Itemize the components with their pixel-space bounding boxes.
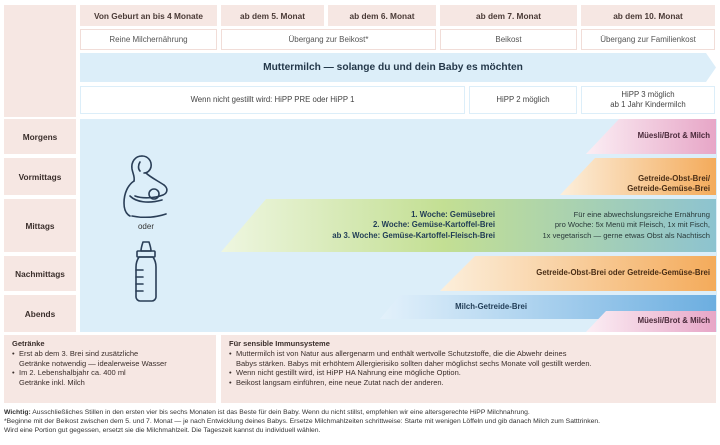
formula-info-3a: HiPP 3 möglich <box>621 90 675 100</box>
drinks-item-2 <box>12 368 208 388</box>
formula-info-3b: ab 1 Jahr Kindermilch <box>610 100 686 109</box>
phase-3: Übergang zur Familienkost <box>581 29 715 50</box>
footer-important-label: Wichtig: <box>4 409 31 416</box>
drinks-title: Getränke <box>12 339 45 348</box>
formula-info-1: Wenn nicht gestillt wird: HiPP PRE oder HiPP 1 <box>80 86 465 114</box>
immune-panel <box>221 335 716 403</box>
drinks-item-2b: Getränke inkl. Milch <box>19 378 85 387</box>
drinks-item-1b: Getränke notwendig — idealerweise Wasser <box>19 358 167 368</box>
age-header-0: Von Geburt an bis 4 Monate <box>80 5 217 26</box>
noon-variety <box>500 199 710 252</box>
baby-bottle-icon <box>130 240 162 302</box>
drinks-item-2a: Im 2. Lebenshalbjahr ca. 400 ml <box>19 368 126 378</box>
afternoon-food: Getreide-Obst-Brei oder Getreide-Gemüse-Brei <box>536 268 710 278</box>
evening-food-2: Müesli/Brot & Milch <box>637 316 710 326</box>
age-header-1: ab dem 5. Monat <box>221 5 324 26</box>
footer-line-2: *Beginne mit der Beikost zwischen dem 5. und 7. Monat — je nach Entwicklung deines Babys. Ersetze Milchmahlzeiten schrittweise: Starte mit wenigen Löffeln und gib danach Milch zum Satttrinken. <box>4 417 601 425</box>
phase-1: Übergang zur Beikost* <box>221 29 436 50</box>
immune-item-2: • Wenn nicht gestillt wird, ist HiPP HA Nahrung eine mögliche Option. <box>229 368 708 378</box>
noon-variety-2: pro Woche: 5x Menü mit Fleisch, 1x mit Fisch, <box>554 220 710 230</box>
drinks-item-1a: Erst ab dem 3. Brei sind zusätzliche <box>19 348 139 358</box>
phase-2: Beikost <box>440 29 577 50</box>
left-strip <box>4 5 76 117</box>
forenoon-food <box>580 158 710 195</box>
immune-item-1a: Muttermilch ist von Natur aus allergenarm und enthält wertvolle Schutzstoffe, die die Abwehr deines <box>236 348 567 358</box>
noon-week-1: 1. Woche: Gemüsebrei <box>411 209 495 219</box>
noon-variety-3: 1x vegetarisch — gerne etwas Obst als Nachtisch <box>542 230 710 240</box>
meal-label-evening: Abends <box>4 295 76 332</box>
morning-food: Müesli/Brot & Milch <box>637 131 710 141</box>
immune-title: Für sensible Immunsysteme <box>229 339 330 348</box>
noon-weeks <box>290 199 495 252</box>
noon-week-3: ab 3. Woche: Gemüse-Kartoffel-Fleisch-Brei <box>332 230 495 240</box>
forenoon-food-2: Getreide-Gemüse-Brei <box>627 184 710 194</box>
drinks-panel <box>4 335 216 403</box>
meal-label-afternoon: Nachmittags <box>4 256 76 291</box>
age-header-2: ab dem 6. Monat <box>328 5 436 26</box>
breast-milk-banner: Muttermilch — solange du und dein Baby es möchten <box>80 53 706 82</box>
footer <box>4 409 716 436</box>
formula-info-2: HiPP 2 möglich <box>469 86 577 114</box>
age-header-4: ab dem 10. Monat <box>581 5 715 26</box>
age-header-3: ab dem 7. Monat <box>440 5 577 26</box>
drinks-item-1 <box>12 349 208 369</box>
phase-0: Reine Milchernährung <box>80 29 217 50</box>
immune-item-1b: Babys stärken. Babys mit erhöhtem Allergierisiko sollten daher möglichst sechs Monate voll gestillt werden. <box>236 358 592 368</box>
meal-label-forenoon: Vormittags <box>4 158 76 195</box>
footer-line-3: Wird eine Portion gut gegessen, ersetzt sie die Milchmahlzeit. Die Tageszeit kannst du individuell wählen. <box>4 426 321 434</box>
or-label: oder <box>137 222 154 231</box>
breastfeeding-mother-icon <box>118 152 174 218</box>
footer-line-1 <box>4 409 716 418</box>
footer-line-1-text: Ausschließliches Stillen in den ersten vier bis sechs Monaten ist das Beste für dein Baby. Wenn du nicht stillst, empfehlen wir eine altersgerechte HiPP Milchnahrung. <box>32 409 530 416</box>
immune-item-3: • Beikost langsam einführen, eine neue Zutat nach der anderen. <box>229 378 708 388</box>
meal-label-noon: Mittags <box>4 199 76 252</box>
immune-item-1 <box>229 349 708 369</box>
forenoon-food-1: Getreide-Obst-Brei/ <box>638 173 710 183</box>
formula-info-3 <box>581 86 715 114</box>
meal-label-morning: Morgens <box>4 119 76 154</box>
evening-food-1: Milch-Getreide-Brei <box>455 301 527 311</box>
noon-variety-1: Für eine abwechslungsreiche Ernährung <box>573 210 710 220</box>
noon-week-2: 2. Woche: Gemüse-Kartoffel-Brei <box>372 220 495 230</box>
